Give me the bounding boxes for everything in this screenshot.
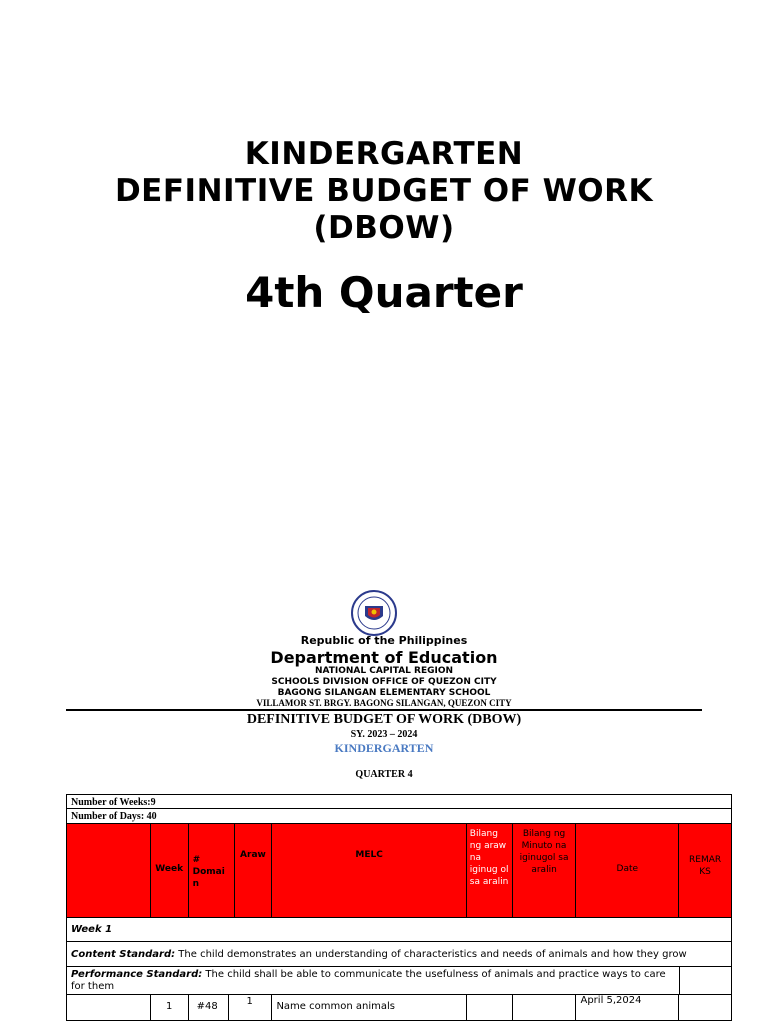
header-domain — [189, 824, 235, 917]
header-domain-label: # Domai n — [192, 855, 225, 889]
header-blank — [67, 824, 151, 917]
department-label: Department of Education — [270, 648, 498, 667]
week-row: Week 1 — [66, 918, 732, 942]
cell-araw: 1 — [229, 995, 273, 1020]
republic-label: Republic of the Philippines — [300, 634, 468, 647]
cell-bilang-araw — [467, 995, 513, 1020]
cell-date: April 5,2024 — [576, 995, 679, 1020]
address-label: VILLAMOR ST. BRGY. BAGONG SILANGAN, QUEZON CITY — [256, 698, 512, 708]
cell-blank — [67, 995, 151, 1020]
header-week — [151, 824, 189, 917]
header-araw — [235, 824, 273, 917]
performance-standard-text: The child shall be able to communicate the usefulness of animals and practice ways to care for them — [71, 969, 666, 992]
content-standard-text: The child demonstrates an understanding of characteristics and needs of animals and how they grow — [175, 949, 687, 960]
grade-label: KINDERGARTEN — [334, 741, 434, 755]
weeks-count: Number of Weeks:9 — [71, 797, 156, 808]
cover-title — [0, 136, 768, 247]
header-melc-label: MELC — [355, 850, 383, 860]
header-bilang-araw-label: Bilang ng araw na iginug ol sa aralin — [469, 829, 509, 887]
division-label: SCHOOLS DIVISION OFFICE OF QUEZON CITY — [271, 677, 497, 687]
deped-seal-icon — [349, 590, 399, 636]
cover-title-line3: (DBOW) — [313, 210, 455, 246]
cell-remarks — [679, 995, 731, 1020]
header-bilang-minuto — [513, 824, 577, 917]
performance-standard-row — [66, 967, 732, 995]
school-year: SY. 2023 – 2024 — [350, 729, 418, 740]
cover-quarter: 4th Quarter — [245, 268, 523, 317]
cell-bilang-minuto — [513, 995, 577, 1020]
content-standard-label: Content Standard: — [71, 949, 176, 960]
table-row — [66, 995, 732, 1021]
quarter-label: QUARTER 4 — [355, 769, 413, 780]
cover-title-line2: DEFINITIVE BUDGET OF WORK — [114, 173, 654, 209]
table-header — [66, 824, 732, 918]
school-label: BAGONG SILANGAN ELEMENTARY SCHOOL — [277, 688, 491, 698]
header-remarks — [679, 824, 731, 917]
days-count: Number of Days: 40 — [71, 811, 157, 822]
office-lines — [0, 666, 768, 699]
region-label: NATIONAL CAPITAL REGION — [314, 666, 454, 676]
header-week-label: Week — [155, 864, 184, 874]
cover-title-line1: KINDERGARTEN — [244, 136, 524, 172]
cell-domain: #48 — [189, 995, 229, 1020]
header-date-label: Date — [616, 864, 639, 874]
performance-standard-label: Performance Standard: — [71, 969, 203, 980]
days-row — [66, 809, 732, 824]
dbow-table — [66, 794, 732, 1021]
header-bilang-araw — [467, 824, 513, 917]
weeks-row — [66, 794, 732, 809]
header-melc — [272, 824, 466, 917]
header-divider — [66, 709, 702, 711]
content-standard-row — [66, 942, 732, 967]
header-remarks-label: REMAR KS — [689, 855, 722, 877]
header-araw-label: Araw — [240, 850, 266, 860]
performance-standard-cell — [67, 967, 680, 994]
doc-title: DEFINITIVE BUDGET OF WORK (DBOW) — [246, 712, 522, 727]
cell-week: 1 — [151, 995, 189, 1020]
cell-melc: Name common animals — [272, 995, 466, 1020]
header-date — [576, 824, 679, 917]
header-bilang-minuto-label: Bilang ng Minuto na iginugol sa aralin — [519, 829, 569, 875]
